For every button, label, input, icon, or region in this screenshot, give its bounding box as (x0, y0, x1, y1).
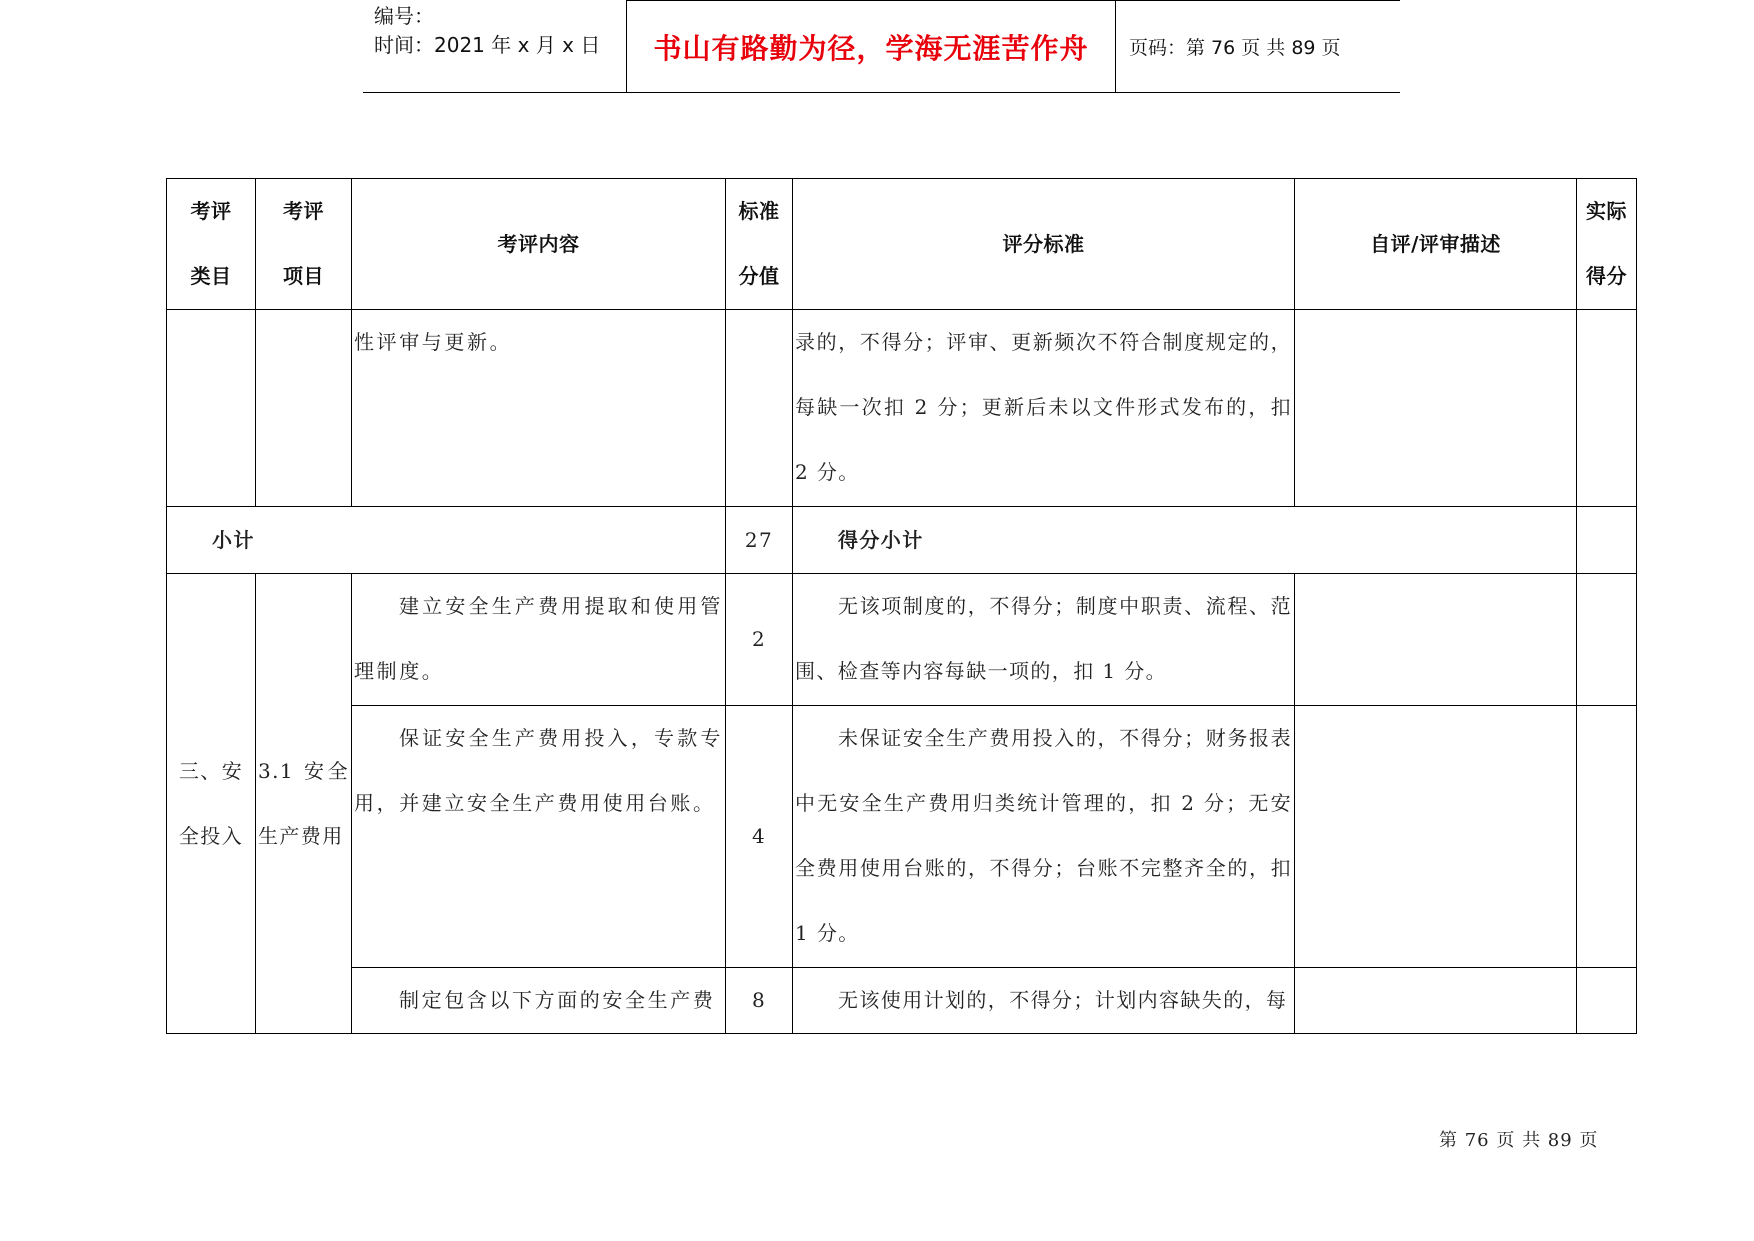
column-header-standard-score-line1: 标准 (738, 199, 780, 223)
header-meta (363, 0, 626, 92)
column-header-actual-score-line1: 实际 (1586, 199, 1627, 223)
score-cell: 2 (726, 574, 793, 706)
column-header-self-review: 自评/评审描述 (1295, 179, 1577, 310)
content-cell: 建立安全生产费用提取和使用管理制度。 (352, 574, 726, 706)
actual-score-cell (1577, 574, 1637, 706)
column-header-category-line2: 类目 (190, 264, 232, 288)
table-row (167, 310, 1637, 507)
actual-score-cell (1577, 968, 1637, 1034)
criteria-cell: 录的，不得分；评审、更新频次不符合制度规定的，每缺一次扣 2 分；更新后未以文件形式发布的，扣 2 分。 (793, 310, 1295, 507)
actual-score-cell (1577, 310, 1637, 507)
table-row (167, 706, 1637, 968)
motto-text: 书山有路勤为径，学海无涯苦作舟 (653, 31, 1089, 65)
item-cell-empty (256, 310, 352, 507)
column-header-actual-score (1577, 179, 1637, 310)
column-header-actual-score-line2: 得分 (1586, 264, 1627, 288)
self-review-cell (1295, 968, 1577, 1034)
column-header-item-line2: 项目 (283, 264, 324, 288)
score-cell: 8 (726, 968, 793, 1034)
column-header-standard-score (726, 179, 793, 310)
document-number-label: 编号： (374, 4, 434, 28)
criteria-cell: 未保证安全生产费用投入的，不得分；财务报表中无安全生产费用归类统计管理的，扣 2 分；无安全费用使用台账的，不得分；台账不完整齐全的，扣 1 分。 (793, 706, 1295, 968)
content-cell: 保证安全生产费用投入，专款专用，并建立安全生产费用使用台账。 (352, 706, 726, 968)
page-footer: 第 76 页 共 89 页 (1439, 1130, 1599, 1151)
content-cell: 性评审与更新。 (352, 310, 726, 507)
table-row (167, 574, 1637, 706)
score-subtotal-label: 得分小计 (793, 507, 1577, 574)
header-page-info: 页码：第 76 页 共 89 页 (1129, 37, 1341, 59)
item-cell: 3.1 安全生产费用 (256, 574, 352, 1034)
header-motto-cell (626, 0, 1116, 92)
evaluation-table (166, 178, 1637, 1034)
page-header (363, 0, 1400, 93)
column-header-category (167, 179, 256, 310)
content-cell: 制定包含以下方面的安全生产费 (352, 968, 726, 1034)
column-header-standard-score-line2: 分值 (738, 264, 780, 288)
subtotal-label: 小计 (167, 507, 726, 574)
column-header-item (256, 179, 352, 310)
date-label: 时间：2021 年 x 月 x 日 (374, 33, 601, 57)
table-header-row (167, 179, 1637, 310)
score-cell-empty (726, 310, 793, 507)
self-review-cell (1295, 706, 1577, 968)
header-page-cell (1116, 0, 1400, 92)
category-cell-empty (167, 310, 256, 507)
score-cell: 4 (726, 706, 793, 968)
subtotal-actual-score-cell (1577, 507, 1637, 574)
self-review-cell (1295, 310, 1577, 507)
criteria-cell: 无该使用计划的，不得分；计划内容缺失的，每 (793, 968, 1295, 1034)
table-row (167, 968, 1637, 1034)
column-header-item-line1: 考评 (283, 199, 324, 223)
actual-score-cell (1577, 706, 1637, 968)
column-header-category-line1: 考评 (190, 199, 232, 223)
column-header-criteria: 评分标准 (793, 179, 1295, 310)
column-header-content: 考评内容 (352, 179, 726, 310)
criteria-cell: 无该项制度的，不得分；制度中职责、流程、范围、检查等内容每缺一项的，扣 1 分。 (793, 574, 1295, 706)
category-cell: 三、安全投入 (167, 574, 256, 1034)
subtotal-row (167, 507, 1637, 574)
self-review-cell (1295, 574, 1577, 706)
subtotal-score: 27 (726, 507, 793, 574)
